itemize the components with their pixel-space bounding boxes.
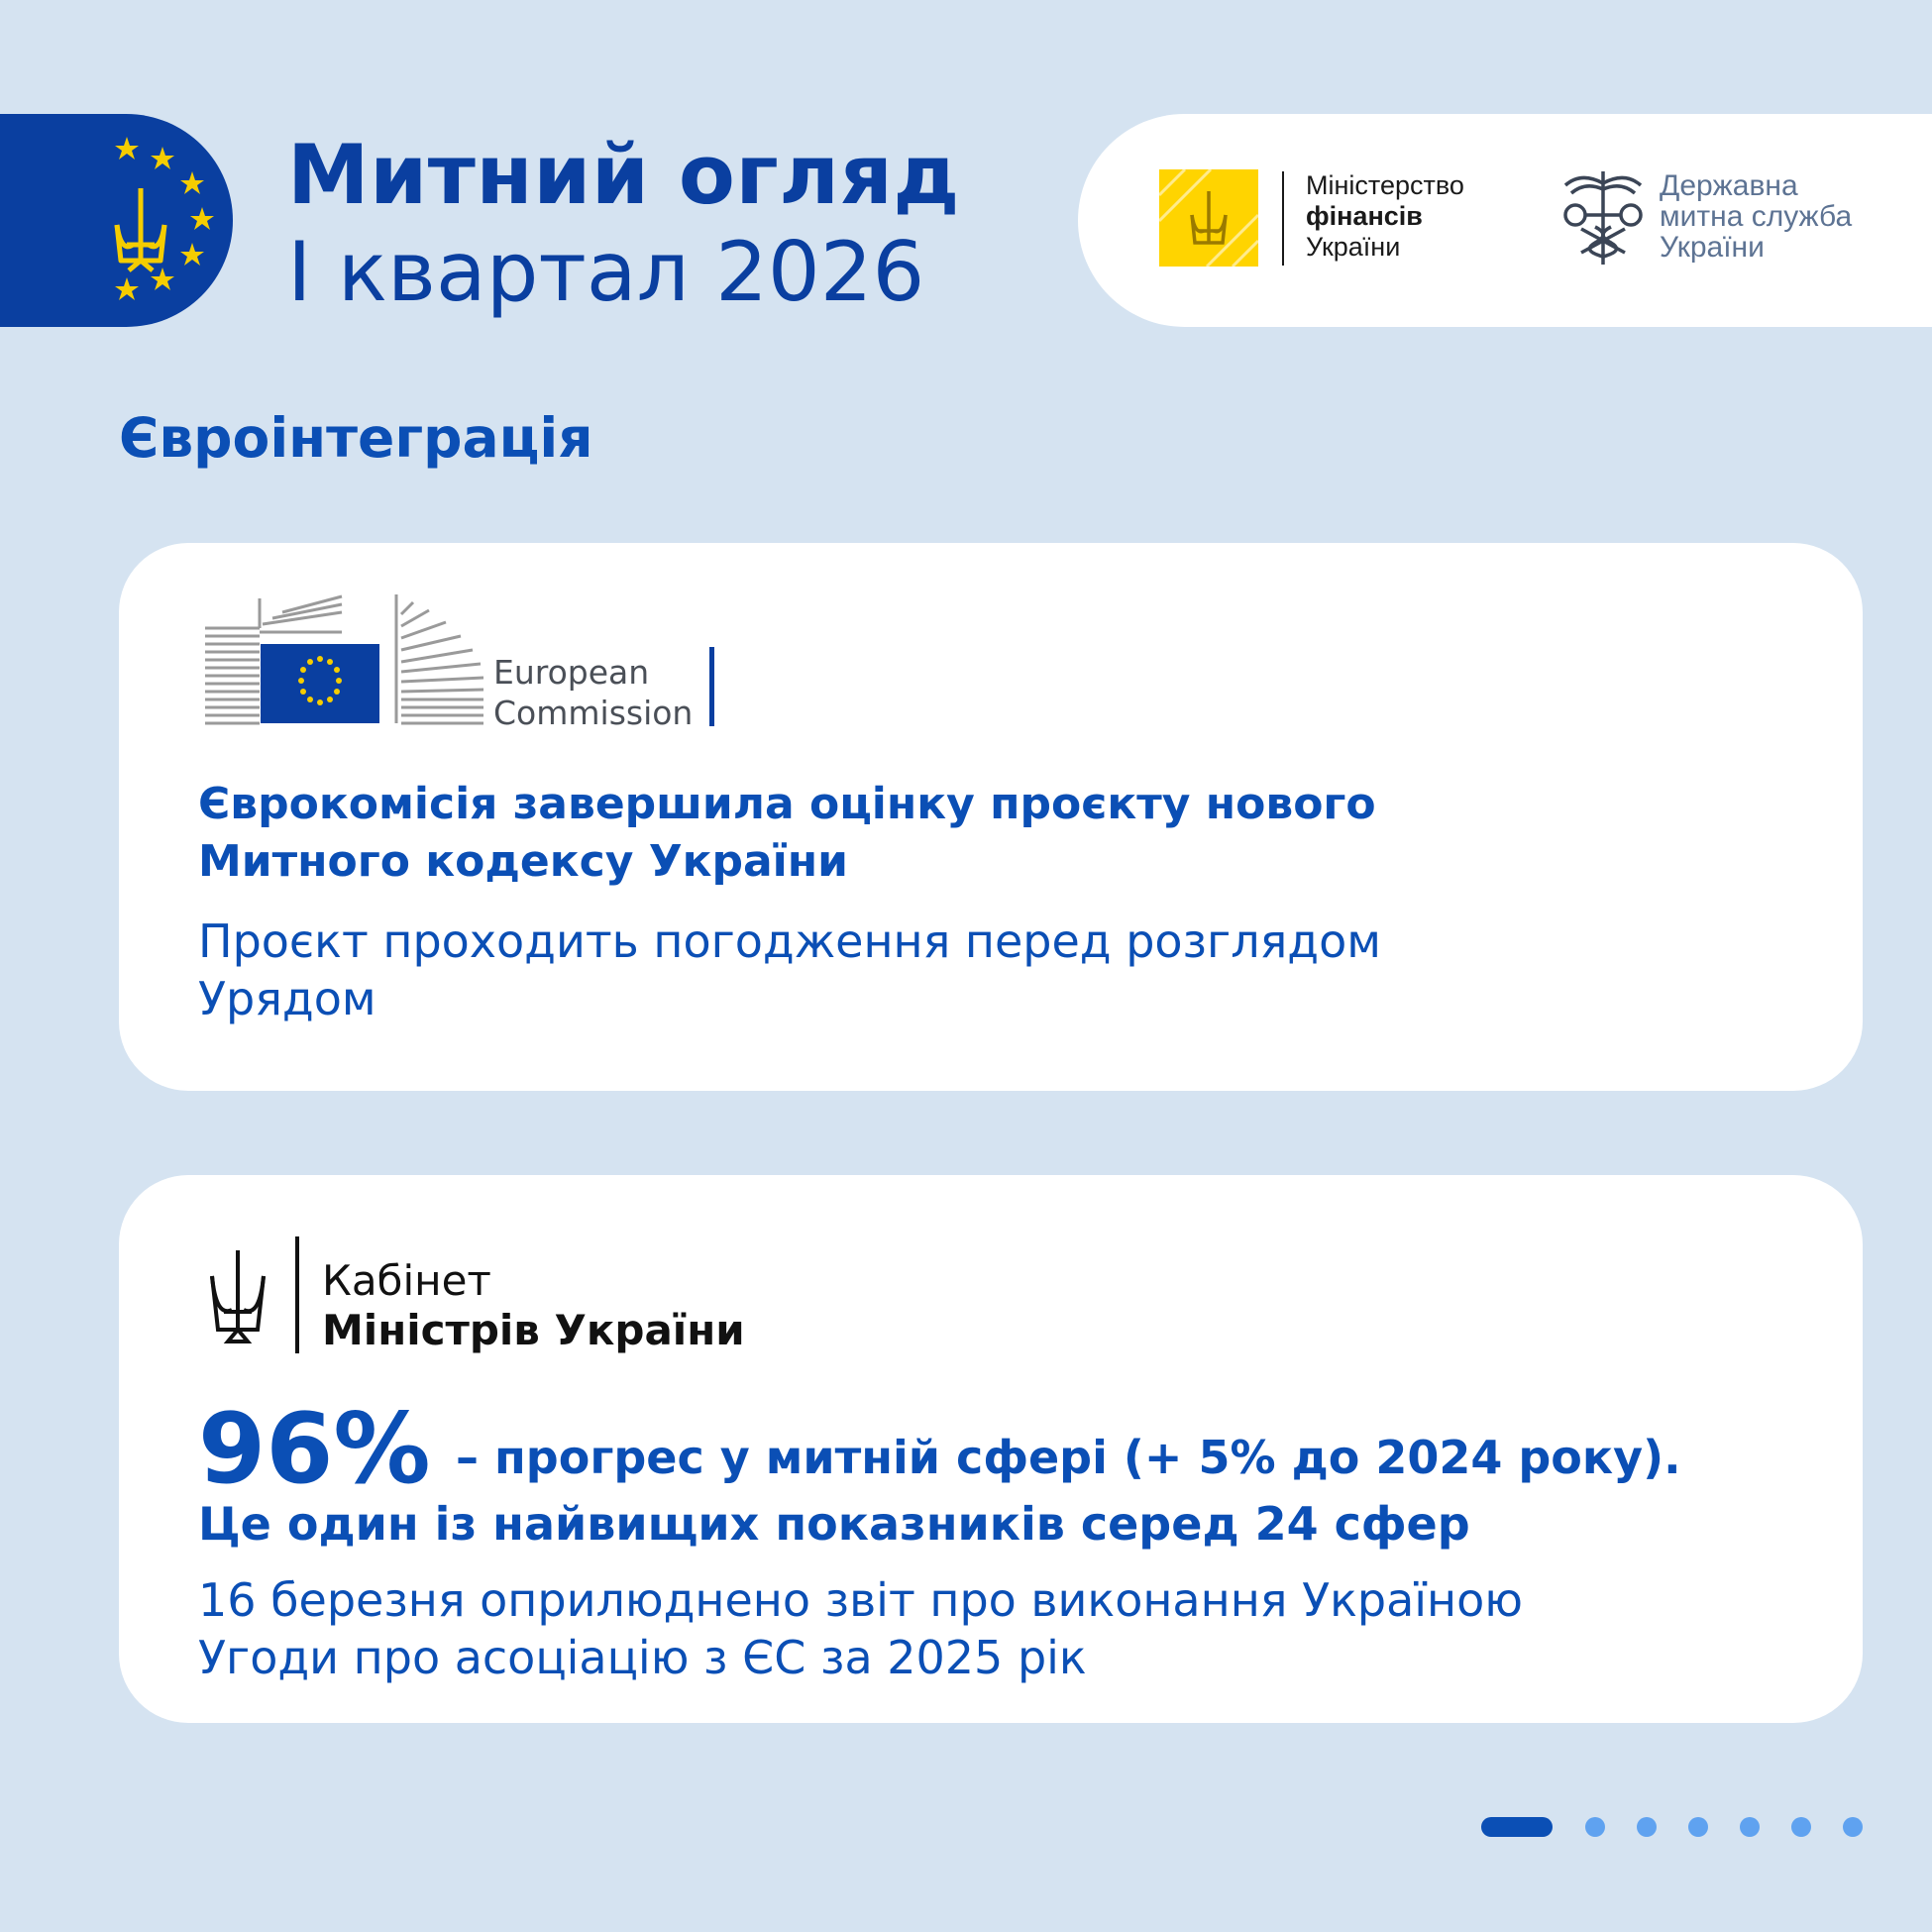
eu-commission-card <box>119 543 1863 1091</box>
card2-body-line1: 16 березня оприлюднено звіт про виконання Україною <box>198 1573 1523 1627</box>
card1-body-line2: Урядом <box>198 972 376 1025</box>
page-dot-3[interactable] <box>1637 1817 1657 1837</box>
mof-line2: фінансів <box>1306 201 1423 231</box>
eu-emblem-pill <box>0 114 233 327</box>
card2-headline-line2: Це один із найвищих показників серед 24 сфер <box>198 1497 1470 1551</box>
mof-logo-text <box>1306 170 1464 263</box>
dms-line3: України <box>1660 231 1765 264</box>
ec-logo-text <box>493 652 693 733</box>
cabinet-card <box>119 1175 1863 1723</box>
card2-headline-line1: – прогрес у митній сфері (+ 5% до 2024 року). <box>456 1431 1681 1484</box>
dms-line2: митна служба <box>1660 200 1853 233</box>
mof-line1: Міністерство <box>1306 170 1464 200</box>
page-subtitle: І квартал 2026 <box>287 224 925 320</box>
page-dot-5[interactable] <box>1740 1817 1760 1837</box>
mof-divider <box>1282 171 1284 266</box>
trident-icon <box>206 1246 269 1345</box>
page-title: Митний огляд <box>287 127 960 223</box>
dms-logo-text <box>1660 170 1852 263</box>
dms-caduceus-icon <box>1561 165 1645 267</box>
cabinet-divider <box>295 1236 299 1353</box>
card1-headline-line2: Митного кодексу України <box>198 836 848 887</box>
ec-divider <box>709 647 714 726</box>
progress-value: 96% <box>198 1393 431 1506</box>
eu-stars-trident-icon <box>0 114 233 327</box>
cabinet-line2: Міністрів України <box>322 1306 745 1354</box>
cabinet-line1: Кабінет <box>322 1256 491 1305</box>
page-dot-7[interactable] <box>1843 1817 1863 1837</box>
page-dot-4[interactable] <box>1688 1817 1708 1837</box>
card2-body-line2: Угоди про асоціацію з ЄС за 2025 рік <box>198 1631 1087 1684</box>
card1-body-line1: Проєкт проходить погодження перед розглядом <box>198 914 1381 968</box>
cabinet-logo-text <box>322 1256 745 1355</box>
card1-headline-line1: Єврокомісія завершила оцінку проєкту нового <box>198 779 1376 829</box>
section-title: Євроінтеграція <box>119 406 593 470</box>
mof-trident-icon <box>1159 169 1258 267</box>
ec-building-icon <box>203 592 485 726</box>
header-title-block <box>287 127 960 321</box>
dms-line1: Державна <box>1660 169 1798 202</box>
ec-line2: Commission <box>493 694 694 732</box>
ec-line1: European <box>493 653 650 692</box>
mof-line3: України <box>1306 232 1401 262</box>
page-dot-1[interactable] <box>1481 1817 1553 1837</box>
page-dot-6[interactable] <box>1791 1817 1811 1837</box>
page-dot-2[interactable] <box>1585 1817 1605 1837</box>
